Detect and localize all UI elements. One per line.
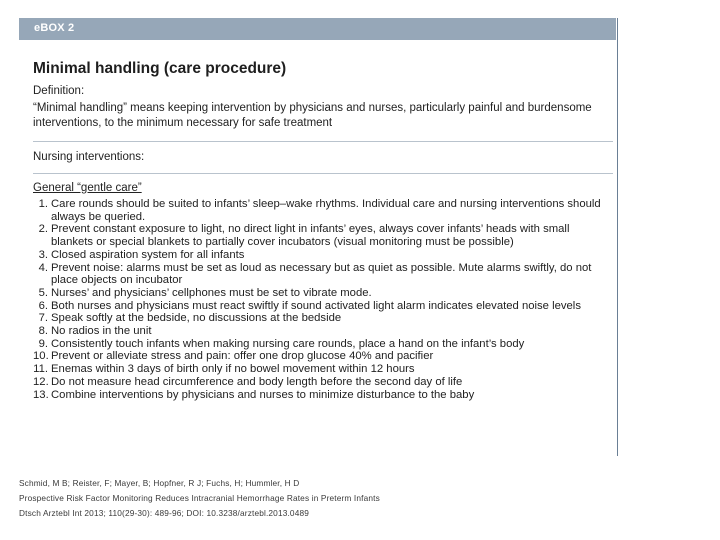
list-item-text: Prevent or alleviate stress and pain: offer one drop glucose 40% and pacifier <box>51 350 434 363</box>
list-item-number: 2. <box>38 223 48 236</box>
list-item-number: 9. <box>38 337 48 350</box>
list-item-text: Nurses’ and physicians’ cellphones must be set to vibrate mode. <box>51 286 372 299</box>
definition-label: Definition: <box>33 85 85 97</box>
list-item <box>33 223 613 248</box>
list-item-number: 5. <box>38 286 48 299</box>
list-item-number: 7. <box>38 312 48 325</box>
list-item-text: Do not measure head circumference and body length before the second day of life <box>51 375 463 388</box>
list-item <box>33 287 613 300</box>
list-item-number: 4. <box>38 261 48 274</box>
care-list <box>33 198 613 401</box>
list-item-number: 6. <box>38 299 48 312</box>
section-divider <box>33 173 613 174</box>
list-item-text: Both nurses and physicians must react swiftly if sound activated light alarm indicates elevated noise levels <box>51 299 581 312</box>
list-item-number: 12. <box>33 375 49 388</box>
list-item-text: Prevent constant exposure to light, no direct light in infants’ eyes, always cover infants’ heads with small blankets or special blankets to partially cover incubators (visual monitoring must be possible) <box>51 223 570 249</box>
section-divider <box>33 141 613 142</box>
list-item <box>33 350 613 363</box>
citation-authors: Schmid, M B; Reister, F; Mayer, B; Hopfner, R J; Fuchs, H; Hummler, H D <box>19 478 300 488</box>
gentle-care-heading: General “gentle care” <box>33 182 142 194</box>
list-item <box>33 262 613 287</box>
list-item-number: 8. <box>38 325 48 338</box>
list-item <box>33 312 613 325</box>
citation-block <box>19 476 380 521</box>
citation-title: Prospective Risk Factor Monitoring Reduces Intracranial Hemorrhage Rates in Preterm Infants <box>19 493 380 503</box>
box-label: eBOX 2 <box>34 22 75 34</box>
nursing-interventions-label: Nursing interventions: <box>33 151 145 163</box>
ebox-panel <box>19 18 618 456</box>
list-item <box>33 300 613 313</box>
list-item <box>33 376 613 389</box>
list-item <box>33 249 613 262</box>
box-header-bar <box>19 18 616 40</box>
list-item-text: Care rounds should be suited to infants’ sleep–wake rhythms. Individual care and nursing interventions should always be queried. <box>51 198 601 223</box>
list-item-number: 3. <box>38 248 48 261</box>
list-item <box>33 363 613 376</box>
list-item-number: 13. <box>33 388 49 401</box>
list-item-number: 11. <box>33 363 48 376</box>
list-item-text: Closed aspiration system for all infants <box>51 248 245 261</box>
list-item-text: No radios in the unit <box>51 325 152 338</box>
list-item-text: Consistently touch infants when making nursing care rounds, place a hand on the infant’s body <box>51 337 525 350</box>
definition-text: “Minimal handling” means keeping intervention by physicians and nurses, particularly painful and burdensome interventions, to the minimum necessary for safe treatment <box>33 102 592 129</box>
list-item <box>33 338 613 351</box>
citation-source: Dtsch Arztebl Int 2013; 110(29-30): 489-96; DOI: 10.3238/arztebl.2013.0489 <box>19 508 309 518</box>
list-item-text: Speak softly at the bedside, no discussions at the bedside <box>51 312 342 325</box>
list-item-number: 10. <box>33 350 49 363</box>
list-item-text: Prevent noise: alarms must be set as loud as necessary but as quiet as possible. Mute alarms swiftly, do not place objects on incubator <box>51 261 592 287</box>
box-title: Minimal handling (care procedure) <box>33 60 287 77</box>
list-item <box>33 325 613 338</box>
list-item <box>33 389 613 402</box>
list-item-text: Combine interventions by physicians and nurses to minimize disturbance to the baby <box>51 388 475 401</box>
list-item <box>33 198 613 223</box>
list-item-text: Enemas within 3 days of birth only if no bowel movement within 12 hours <box>51 363 415 376</box>
list-item-number: 1. <box>38 198 48 210</box>
